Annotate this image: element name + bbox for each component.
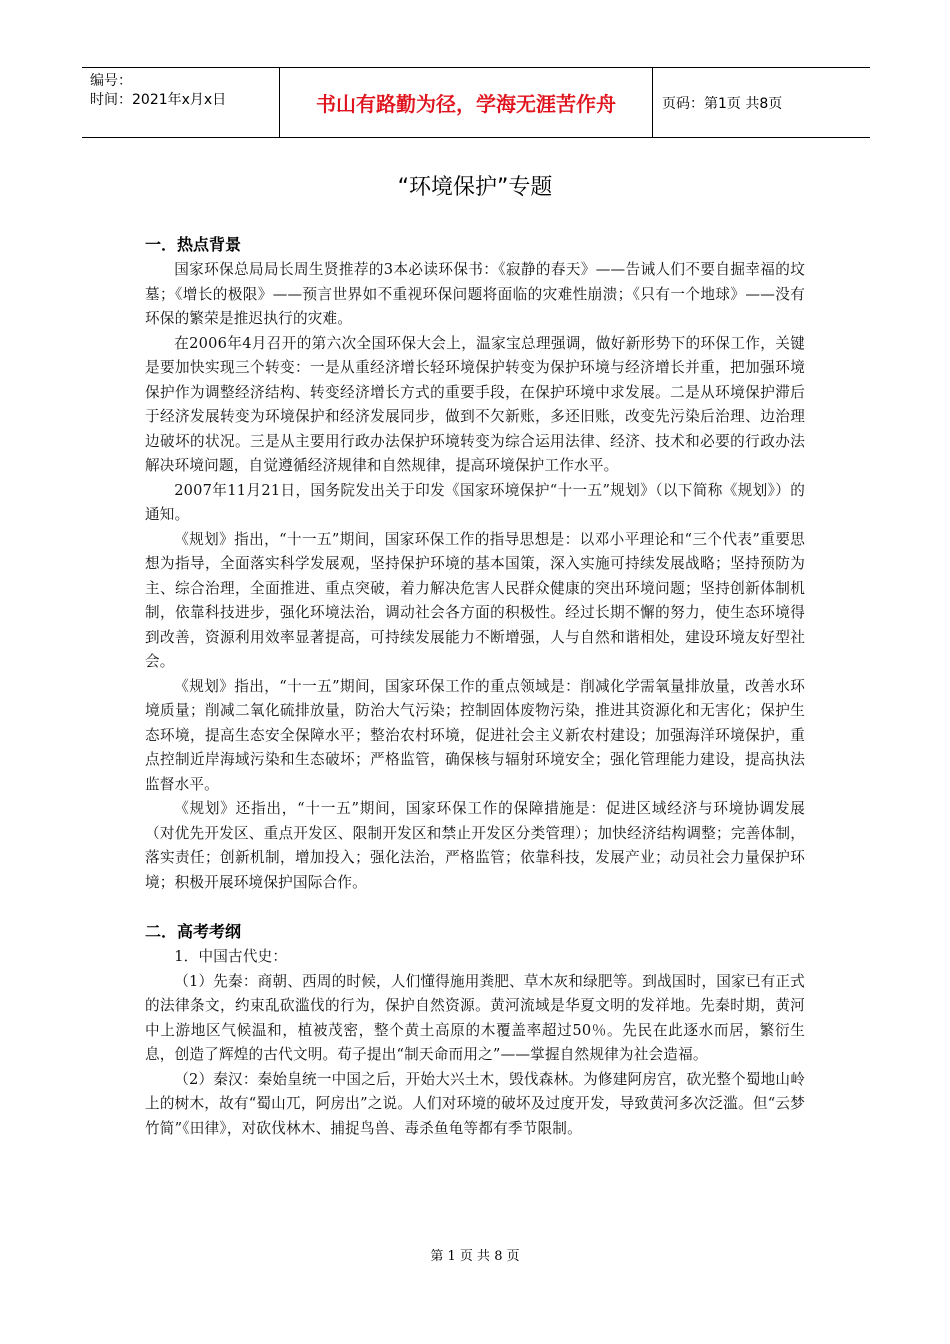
paragraph: 1．中国古代史： <box>174 948 288 965</box>
motto: 书山有路勤为径，学海无涯苦作舟 <box>280 68 653 137</box>
paragraph: （2）秦汉：秦始皇统一中国之后，开始大兴土木，毁伐森林。为修建阿房宫，砍光整个蜀地山岭上的树木，故有“蜀山兀，阿房出”之说。人们对环境的破坏及过度开发，导致黄河多次泛滥。但“云梦竹简”《田律》，对砍伐林木、捕捉鸟兽、毒杀鱼龟等都有季节限制。 <box>145 1070 806 1137</box>
section-heading-background: 一．热点背景 <box>145 235 242 254</box>
paragraph: （1）先秦：商朝、西周的时候，人们懂得施用粪肥、草木灰和绿肥等。到战国时，国家已有正式的法律条文，约束乱砍滥伐的行为，保护自然资源。黄河流域是华夏文明的发祥地。先秦时期，黄河中上游地区气候温和，植被茂密，整个黄土高原的木覆盖率超过50％。先民在此逐水而居，繁衍生息，创造了辉煌的古代文明。荀子提出“制天命而用之”——掌握自然规律为社会造福。 <box>145 972 806 1063</box>
page-footer: 第 1 页 共 8 页 <box>430 1249 520 1264</box>
page-info: 页码：第1页 共8页 <box>662 95 783 112</box>
paragraph: 《规划》指出，“十一五”期间，国家环保工作的指导思想是：以邓小平理论和“三个代表”重要思想为指导，全面落实科学发展观，坚持保护环境的基本国策，深入实施可持续发展战略；坚持预防为主、综合治理，全面推进、重点突破，着力解决危害人民群众健康的突出环境问题；坚持创新体制机制，依靠科技进步，强化环境法治，调动社会各方面的积极性。经过长期不懈的努力，使生态环境得到改善，资源利用效率显著提高，可持续发展能力不断增强，人与自然和谐相处，建设环境友好型社会。 <box>145 530 805 670</box>
number-label: 编号： <box>90 73 132 89</box>
paragraph: 在2006年4月召开的第六次全国环保大会上，温家宝总理强调，做好新形势下的环保工作，关键是要加快实现三个转变：一是从重经济增长轻环境保护转变为保护环境与经济增长并重，把加强环境保护作为调整经济结构、转变经济增长方式的重要手段，在保护环境中求发展。二是从环境保护滞后于经济发展转变为环境保护和经济发展同步，做到不欠新账，多还旧账，改变先污染后治理、边治理边破坏的状况。三是从主要用行政办法保护环境转变为综合运用法律、经济、技术和必要的行政办法解决环境问题，自觉遵循经济规律和自然规律，提高环境保护工作水平。 <box>145 334 805 474</box>
page-header <box>82 67 870 138</box>
paragraph: 2007年11月21日，国务院发出关于印发《国家环境保护“十一五”规划》（以下简称《规划》）的通知。 <box>145 481 805 523</box>
document-title: “环境保护”专题 <box>397 175 553 200</box>
paragraph: 国家环保总局局长周生贤推荐的3本必读环保书：《寂静的春天》——告诫人们不要自掘幸福的坟墓；《增长的极限》——预言世界如不重视环保问题将面临的灾难性崩溃；《只有一个地球》——没有环保的繁荣是推迟执行的灾难。 <box>145 261 805 327</box>
paragraph: 《规划》还指出，“十一五”期间，国家环保工作的保障措施是：促进区域经济与环境协调发展（对优先开发区、重点开发区、限制开发区和禁止开发区分类管理）；加快经济结构调整；完善体制，落实责任；创新机制，增加投入；强化法治，严格监管；依靠科技，发展产业；动员社会力量保护环境；积极开展环境保护国际合作。 <box>145 800 805 891</box>
time-label: 时间：2021年x月x日 <box>90 92 227 108</box>
section-heading-exam-outline: 二．高考考纲 <box>145 922 242 941</box>
paragraph: 《规划》指出，“十一五”期间，国家环保工作的重点领域是：削减化学需氧量排放量，改善水环境质量；削减二氧化硫排放量，防治大气污染；控制固体废物污染，推进其资源化和无害化；保护生态环境，提高生态安全保障水平；整治农村环境，促进社会主义新农村建设；加强海洋环境保护，重点控制近岸海域污染和生态破坏；严格监管，确保核与辐射环境安全；强化管理能力建设，提高执法监督水平。 <box>145 677 805 793</box>
document-body <box>145 232 805 1141</box>
section-spacer <box>145 895 805 919</box>
header-left-cell <box>82 68 280 137</box>
